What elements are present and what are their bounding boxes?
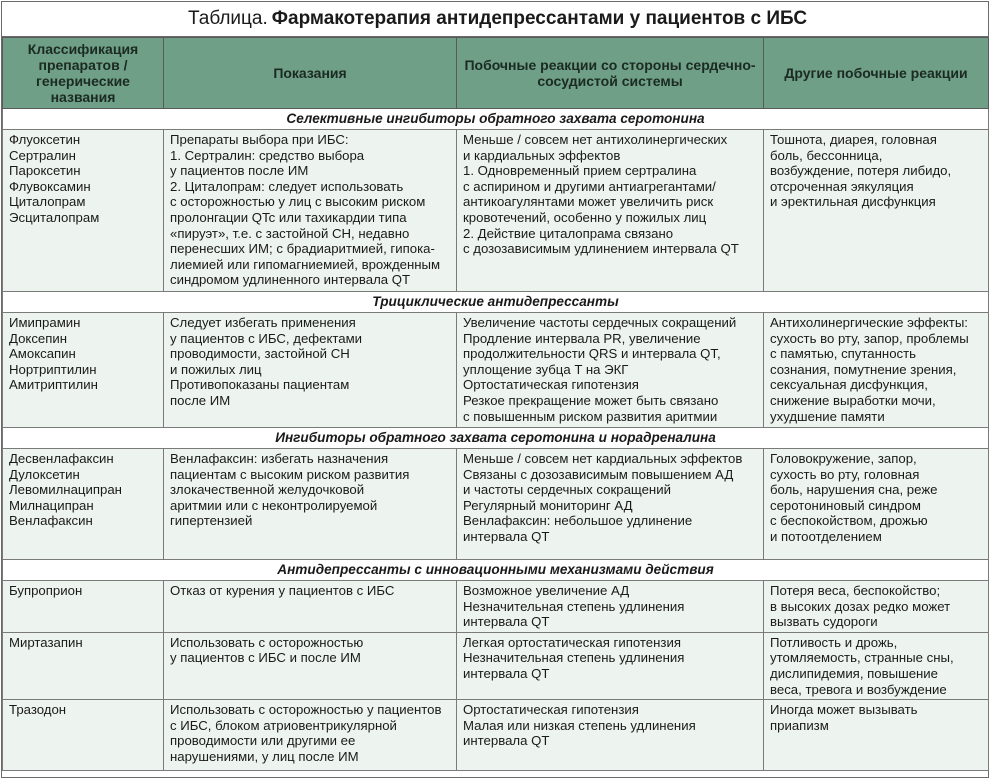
cell-line: Пароксетин	[9, 163, 81, 179]
cell-line: перенесших ИМ; с брадиаритмией, гипока-	[170, 241, 435, 257]
cell-line: с памятью, спутанность	[770, 346, 917, 362]
cell-line: Тразодон	[9, 702, 67, 718]
cell-line: Ортостатическая гипотензия	[463, 377, 639, 393]
cell-line: интервала QT	[463, 733, 550, 749]
cell-line: кровотечений, особенно у пожилых лиц	[463, 209, 707, 225]
indications-cell	[164, 313, 457, 428]
cell-line: Потеря веса, беспокойство;	[770, 583, 941, 598]
section-header-row	[3, 560, 989, 581]
cell-line: Малая или низкая степень удлинения	[463, 717, 696, 733]
indications-cell	[164, 632, 457, 699]
cell-line: синдромом удлиненного интервала QT	[170, 272, 411, 288]
indications-cell	[164, 581, 457, 633]
cell-line: с ИБС, блоком атриовентрикулярной	[170, 717, 397, 733]
cell-line: Циталопрам	[9, 194, 86, 210]
cell-line: утомляемость, странные сны,	[770, 650, 954, 666]
cell-line: Дулоксетин	[9, 466, 80, 482]
section-title: Трициклические антидепрессанты	[3, 292, 989, 313]
table-row	[3, 700, 989, 771]
cell-line: и пожилых лиц	[170, 361, 262, 377]
cell-line: серотониновый синдром	[770, 497, 921, 513]
cell-line: интервала QT	[463, 614, 550, 630]
cell-line: Тошнота, диарея, головная	[770, 132, 937, 147]
header-cv-reactions: Побочные реакции со стороны сердечно-сосудистой системы	[457, 38, 764, 109]
cell-line: гипертензией	[170, 513, 253, 529]
cell-line: и потоотделением	[770, 528, 882, 544]
cell-line: «пируэт», т.е. с застойной СН, недавно	[170, 225, 410, 241]
cell-line: продолжительности QRS и интервала QT,	[463, 346, 721, 362]
cell-line: Резкое прекращение может быть связано	[463, 392, 719, 408]
cell-line: пролонгации QTc или тахикардии типа	[170, 209, 407, 225]
cell-line: лиемией или гипомагниемией, врожденным	[170, 256, 441, 272]
cell-line: злокачественной желудочковой	[170, 482, 365, 498]
cell-line: Бупроприон	[9, 583, 83, 598]
cell-line: 1. Сертралин: средство выбора	[170, 147, 365, 163]
cell-line: Возможное увеличение АД	[463, 583, 630, 598]
cell-line: проводимости, застойной СН	[170, 346, 350, 362]
section-header-row	[3, 292, 989, 313]
title-main: Фармакотерапия антидепрессантами у пациентов с ИБС	[271, 8, 808, 29]
cell-line: антикоагулянтами может увеличить риск	[463, 194, 714, 210]
cell-line: Милнаципран	[9, 497, 94, 513]
cell-line: Амитриптилин	[9, 377, 98, 393]
cell-line: снижение выработки мочи,	[770, 392, 936, 408]
cell-line: и частоты сердечных сокращений	[463, 482, 671, 498]
cell-line: и эректильная дисфункция	[770, 194, 936, 210]
cell-line: Увеличение частоты сердечных сокращений	[463, 315, 737, 330]
table-title	[2, 2, 988, 37]
cell-line: отсроченная эякуляция	[770, 178, 914, 194]
title-lead: Таблица.	[188, 8, 268, 29]
table-row	[3, 313, 989, 428]
section-title: Антидепрессанты с инновационными механизмами действия	[3, 560, 989, 581]
section-title: Ингибиторы обратного захвата серотонина и норадреналина	[3, 428, 989, 449]
other-reactions-cell	[764, 632, 989, 699]
cell-line: с беспокойством, дрожью	[770, 513, 928, 529]
drug-names-cell	[3, 632, 164, 699]
cell-line: Венлафаксин: небольшое удлинение	[463, 513, 693, 529]
section-header-row	[3, 428, 989, 449]
cell-line: Антихолинергические эффекты:	[770, 315, 968, 330]
cell-line: Продление интервала PR, увеличение	[463, 330, 701, 346]
indications-cell	[164, 130, 457, 292]
cell-line: Амоксапин	[9, 346, 76, 362]
cell-line: Незначительная степень удлинения	[463, 598, 685, 614]
cell-line: у пациентов с ИБС и после ИМ	[170, 650, 361, 666]
cell-line: с аспирином и другими антиагрегантами/	[463, 178, 716, 194]
cv-reactions-cell	[457, 632, 764, 699]
cell-line: боль, нарушения сна, реже	[770, 482, 938, 498]
cell-line: Венлафаксин: избегать назначения	[170, 451, 389, 466]
cell-line: Отказ от курения у пациентов с ИБС	[170, 583, 395, 598]
cell-line: Десвенлафаксин	[9, 451, 114, 466]
cell-line: Использовать с осторожностью у пациентов	[170, 702, 442, 718]
cell-line: и кардиальных эффектов	[463, 147, 621, 163]
other-reactions-cell	[764, 581, 989, 633]
drug-names-cell	[3, 130, 164, 292]
drug-names-cell	[3, 313, 164, 428]
cell-line: веса, тревога и возбуждение	[770, 681, 947, 697]
cell-line: после ИМ	[170, 392, 231, 408]
other-reactions-cell	[764, 700, 989, 771]
other-reactions-cell	[764, 449, 989, 560]
cell-line: Головокружение, запор,	[770, 451, 917, 466]
indications-cell	[164, 700, 457, 771]
cell-line: сексуальная дисфункция,	[770, 377, 928, 393]
cell-line: аритмии или с неконтролируемой	[170, 497, 378, 513]
cell-line: Связаны с дозозависимым повышением АД	[463, 466, 734, 482]
cell-line: Потливость и дрожь,	[770, 634, 898, 650]
table-body	[3, 109, 989, 771]
drug-names-cell	[3, 581, 164, 633]
cell-line: Препараты выбора при ИБС:	[170, 132, 349, 147]
cell-line: Меньше / совсем нет кардиальных эффектов	[463, 451, 743, 466]
cell-line: в высоких дозах редко может	[770, 598, 951, 614]
cell-line: Иногда может вызывать	[770, 702, 918, 718]
cell-line: Флувоксамин	[9, 178, 91, 194]
cell-line: Имипрамин	[9, 315, 81, 330]
cell-line: с повышенным риском развития аритмии	[463, 408, 718, 424]
cv-reactions-cell	[457, 700, 764, 771]
section-header-row	[3, 109, 989, 130]
cv-reactions-cell	[457, 130, 764, 292]
cell-line: Венлафаксин	[9, 513, 93, 529]
table-row	[3, 581, 989, 633]
cell-line: Миртазапин	[9, 634, 83, 650]
cell-line: 2. Действие циталопрама связано	[463, 225, 674, 241]
cv-reactions-cell	[457, 313, 764, 428]
cell-line: у пациентов с ИБС, дефектами	[170, 330, 363, 346]
cell-line: интервала QT	[463, 665, 550, 681]
cell-line: дислипидемия, повышение	[770, 665, 939, 681]
cell-line: сухость во рту, головная	[770, 466, 920, 482]
cell-line: Эсциталопрам	[9, 209, 100, 225]
other-reactions-cell	[764, 130, 989, 292]
table-row	[3, 130, 989, 292]
cell-line: Следует избегать применения	[170, 315, 356, 330]
cell-line: сознания, помутнение зрения,	[770, 361, 957, 377]
cell-line: Ортостатическая гипотензия	[463, 702, 639, 718]
table-row	[3, 632, 989, 699]
other-reactions-cell	[764, 313, 989, 428]
cell-line: Регулярный мониторинг АД	[463, 497, 633, 513]
cell-line: уплощение зубца T на ЭКГ	[463, 361, 629, 377]
section-title: Селективные ингибиторы обратного захвата серотонина	[3, 109, 989, 130]
cell-line: Нортриптилин	[9, 361, 97, 377]
header-indications: Показания	[164, 38, 457, 109]
cell-line: Легкая ортостатическая гипотензия	[463, 634, 681, 650]
cell-line: боль, бессонница,	[770, 147, 883, 163]
cell-line: Левомилнаципран	[9, 482, 122, 498]
cell-line: проводимости или другими ее	[170, 733, 356, 749]
cell-line: с осторожностью у лиц с высоким риском	[170, 194, 426, 210]
cell-line: Сертралин	[9, 147, 76, 163]
cell-line: нарушениями, у лиц после ИМ	[170, 748, 359, 764]
cell-line: ухудшение памяти	[770, 408, 885, 424]
cell-line: Использовать с осторожностью	[170, 634, 364, 650]
cell-line: Противопоказаны пациентам	[170, 377, 350, 393]
header-row	[3, 38, 989, 109]
cell-line: Меньше / совсем нет антихолинергических	[463, 132, 728, 147]
cell-line: возбуждение, потеря либидо,	[770, 163, 952, 179]
drug-names-cell	[3, 700, 164, 771]
drug-names-cell	[3, 449, 164, 560]
cell-line: 2. Циталопрам: следует использовать	[170, 178, 404, 194]
cell-line: 1. Одновременный прием сертралина	[463, 163, 697, 179]
cell-line: приапизм	[770, 717, 829, 733]
cell-line: Доксепин	[9, 330, 68, 346]
cv-reactions-cell	[457, 581, 764, 633]
pharmacotherapy-table	[2, 37, 989, 771]
table-row	[3, 449, 989, 560]
cell-line: с дозозависимым удлинением интервала QT	[463, 241, 739, 257]
header-other-reactions: Другие побочные реакции	[764, 38, 989, 109]
cell-line: пациентам с высоким риском развития	[170, 466, 410, 482]
cell-line: Незначительная степень удлинения	[463, 650, 685, 666]
cell-line: Флуоксетин	[9, 132, 81, 147]
indications-cell	[164, 449, 457, 560]
cell-line: у пациентов после ИМ	[170, 163, 309, 179]
header-classification: Классификация препаратов / генерические названия	[3, 38, 164, 109]
cell-line: сухость во рту, запор, проблемы	[770, 330, 969, 346]
cv-reactions-cell	[457, 449, 764, 560]
document-frame	[1, 1, 989, 778]
cell-line: интервала QT	[463, 528, 550, 544]
cell-line: вызвать судороги	[770, 614, 878, 630]
